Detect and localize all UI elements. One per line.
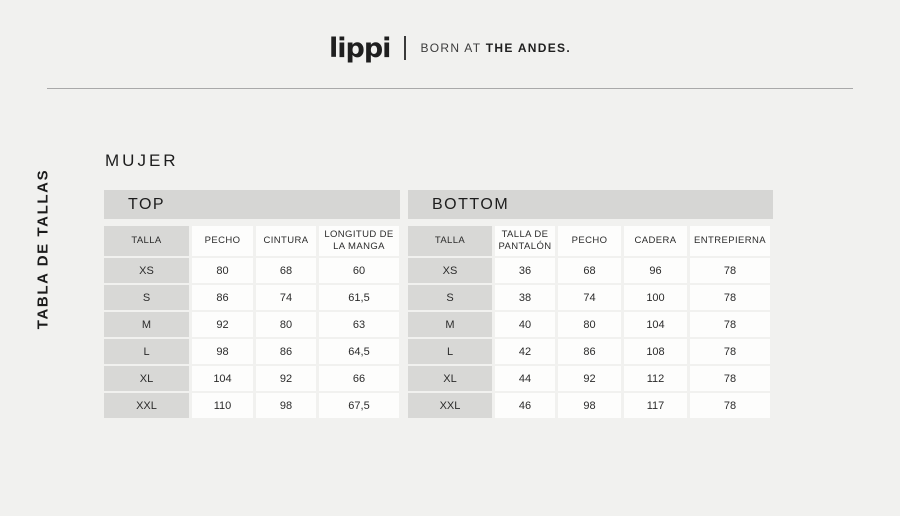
table-row — [408, 366, 770, 391]
measurement-column-header: CADERA — [624, 226, 687, 256]
tagline-regular-text: BORN AT — [420, 41, 486, 55]
measurement-cell: 110 — [192, 393, 253, 418]
measurement-cell: 112 — [624, 366, 687, 391]
measurement-column-header: PECHO — [558, 226, 621, 256]
size-label-cell: XL — [104, 366, 189, 391]
measurement-cell: 36 — [495, 258, 555, 283]
measurement-cell: 66 — [319, 366, 399, 391]
measurement-cell: 80 — [192, 258, 253, 283]
lippi-wordmark: lippi — [329, 32, 391, 64]
size-label-cell: S — [408, 285, 492, 310]
tagline-bold-text: THE ANDES. — [485, 41, 571, 55]
lippi-logo — [329, 32, 391, 64]
measurement-column-header: CINTURA — [256, 226, 316, 256]
table-row — [408, 339, 770, 364]
size-label-cell: XL — [408, 366, 492, 391]
measurement-cell: 68 — [558, 258, 621, 283]
measurement-cell: 117 — [624, 393, 687, 418]
table-row — [104, 393, 399, 418]
header-divider-line — [47, 88, 853, 89]
table-row — [408, 312, 770, 337]
size-label-cell: L — [408, 339, 492, 364]
measurement-cell: 60 — [319, 258, 399, 283]
top-table-header-bar — [104, 190, 400, 219]
table-row — [408, 285, 770, 310]
brand-header — [0, 32, 900, 64]
measurement-cell: 78 — [690, 258, 770, 283]
measurement-cell: 98 — [558, 393, 621, 418]
measurement-cell: 92 — [256, 366, 316, 391]
measurement-cell: 42 — [495, 339, 555, 364]
table-row — [408, 258, 770, 283]
measurement-cell: 46 — [495, 393, 555, 418]
measurement-cell: 98 — [192, 339, 253, 364]
measurement-cell: 78 — [690, 285, 770, 310]
measurement-cell: 104 — [192, 366, 253, 391]
header-row — [104, 226, 399, 256]
measurement-cell: 40 — [495, 312, 555, 337]
measurement-cell: 68 — [256, 258, 316, 283]
size-label-cell: XXL — [408, 393, 492, 418]
size-label-cell: XS — [408, 258, 492, 283]
vertical-page-title: TABLA DE TALLAS — [34, 168, 52, 330]
bottom-size-section — [408, 190, 773, 420]
measurement-cell: 63 — [319, 312, 399, 337]
table-row — [408, 393, 770, 418]
top-size-section — [104, 190, 400, 420]
size-column-header: TALLA — [104, 226, 189, 256]
bottom-size-table — [405, 224, 773, 420]
measurement-cell: 80 — [256, 312, 316, 337]
table-row — [104, 312, 399, 337]
section-title-mujer: MUJER — [105, 151, 179, 170]
size-label-cell: XXL — [104, 393, 189, 418]
size-label-cell: M — [104, 312, 189, 337]
size-label-cell: XS — [104, 258, 189, 283]
table-row — [104, 366, 399, 391]
measurement-cell: 92 — [192, 312, 253, 337]
measurement-cell: 104 — [624, 312, 687, 337]
measurement-column-header: TALLA DE PANTALÓN — [495, 226, 555, 256]
logo-separator-bar — [404, 36, 406, 60]
measurement-column-header: PECHO — [192, 226, 253, 256]
measurement-cell: 98 — [256, 393, 316, 418]
measurement-column-header: LONGITUD DE LA MANGA — [319, 226, 399, 256]
size-label-cell: L — [104, 339, 189, 364]
measurement-cell: 78 — [690, 312, 770, 337]
measurement-column-header: ENTREPIERNA — [690, 226, 770, 256]
measurement-cell: 108 — [624, 339, 687, 364]
measurement-cell: 61,5 — [319, 285, 399, 310]
top-size-table — [101, 224, 402, 420]
measurement-cell: 74 — [558, 285, 621, 310]
measurement-cell: 96 — [624, 258, 687, 283]
table-row — [104, 339, 399, 364]
measurement-cell: 92 — [558, 366, 621, 391]
brand-tagline — [420, 41, 571, 55]
table-row — [104, 285, 399, 310]
top-table-title: TOP — [128, 195, 166, 213]
measurement-cell: 64,5 — [319, 339, 399, 364]
bottom-table-title: BOTTOM — [432, 195, 510, 213]
measurement-cell: 67,5 — [319, 393, 399, 418]
header-row — [408, 226, 770, 256]
measurement-cell: 100 — [624, 285, 687, 310]
measurement-cell: 78 — [690, 339, 770, 364]
measurement-cell: 86 — [192, 285, 253, 310]
table-row — [104, 258, 399, 283]
measurement-cell: 78 — [690, 366, 770, 391]
measurement-cell: 86 — [558, 339, 621, 364]
measurement-cell: 86 — [256, 339, 316, 364]
measurement-cell: 38 — [495, 285, 555, 310]
measurement-cell: 74 — [256, 285, 316, 310]
measurement-cell: 78 — [690, 393, 770, 418]
size-column-header: TALLA — [408, 226, 492, 256]
size-label-cell: M — [408, 312, 492, 337]
size-label-cell: S — [104, 285, 189, 310]
measurement-cell: 80 — [558, 312, 621, 337]
measurement-cell: 44 — [495, 366, 555, 391]
bottom-table-header-bar — [408, 190, 773, 219]
